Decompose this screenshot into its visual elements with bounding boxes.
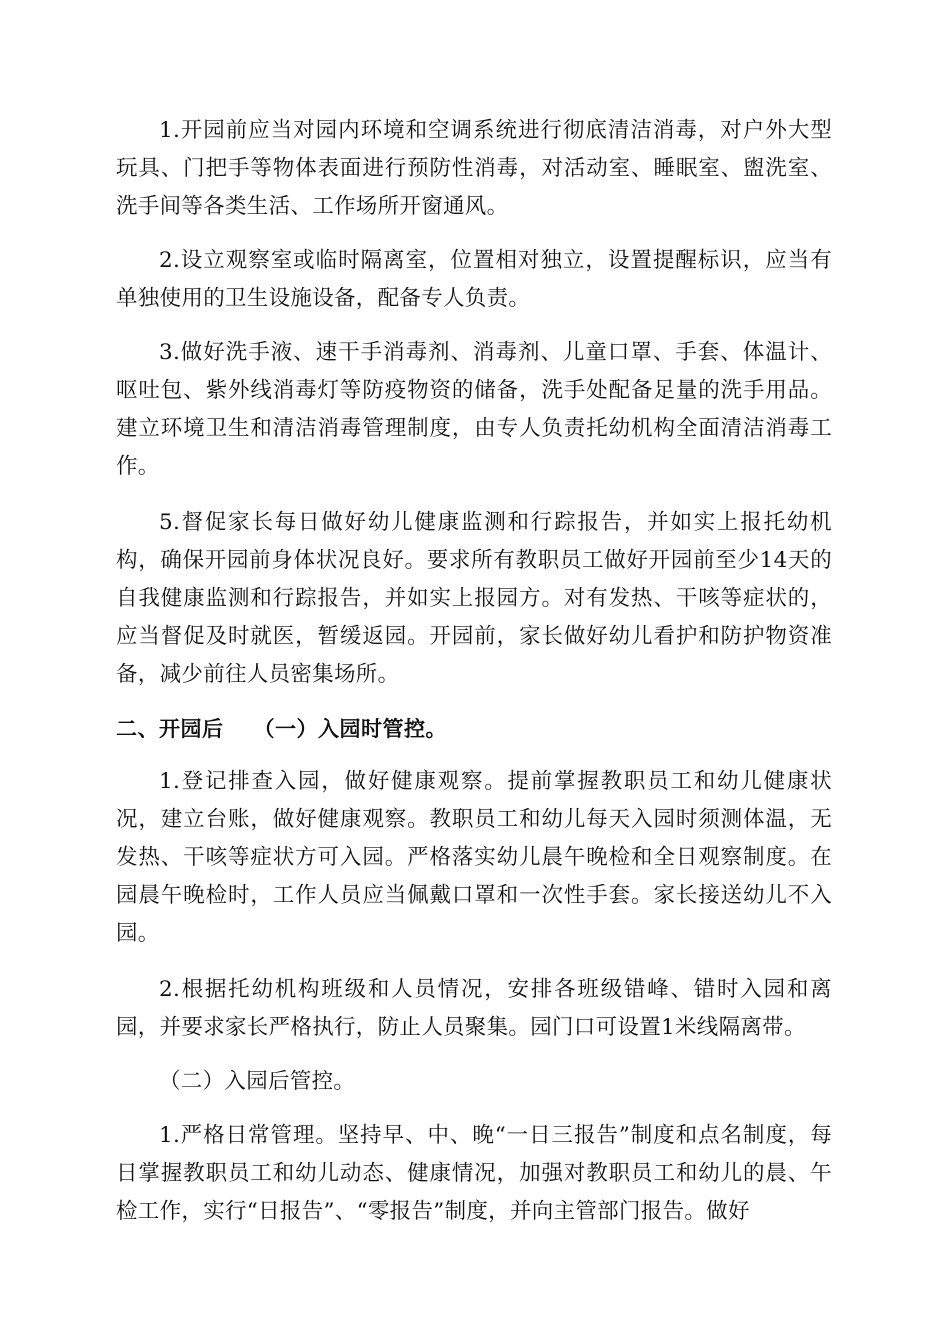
paragraph-supplies: 3.做好洗手液、速干手消毒剂、消毒剂、儿童口罩、手套、体温计、呕吐包、紫外线消毒灯等防疫物资的储备，洗手处配备足量的洗手用品。建立环境卫生和清洁消毒管理制度，由专人负责托幼机构全面清洁消毒工作。 [116, 340, 832, 479]
section-heading-after-opening [116, 710, 832, 748]
paragraph-disinfection: 1.开园前应当对园内环境和空调系统进行彻底清洁消毒，对户外大型玩具、门把手等物体表面进行预防性消毒，对活动室、睡眠室、盥洗室、洗手间等各类生活、工作场所开窗通风。 [116, 118, 832, 219]
paragraph-health-monitoring: 5.督促家长每日做好幼儿健康监测和行踪报告，并如实上报托幼机构，确保开园前身体状况良好。要求所有教职员工做好开园前至少14天的自我健康监测和行踪报告，并如实上报园方。对有发热、干咳等症状的，应当督促及时就医，暂缓返园。开园前，家长做好幼儿看护和防护物资准备，减少前往人员密集场所。 [116, 510, 832, 687]
section-title: 二、开园后 [116, 717, 224, 741]
paragraph-daily-management: 1.严格日常管理。坚持早、中、晚“一日三报告”制度和点名制度，每日掌握教职员工和幼儿动态、健康情况，加强对教职员工和幼儿的晨、午检工作，实行“日报告”、“零报告”制度，并向主管部门报告。做好 [116, 1123, 832, 1224]
paragraph-staggered-entry: 2.根据托幼机构班级和人员情况，安排各班级错峰、错时入园和离园，并要求家长严格执行，防止人员聚集。园门口可设置1米线隔离带。 [116, 977, 832, 1040]
section-subtitle: （一）入园时管控。 [253, 717, 447, 741]
paragraph-isolation-room: 2.设立观察室或临时隔离室，位置相对独立，设置提醒标识，应当有单独使用的卫生设施设备，配备专人负责。 [116, 248, 832, 311]
subsection-heading-after-entry: （二）入园后管控。 [159, 1069, 356, 1094]
paragraph-entry-registration: 1.登记排查入园，做好健康观察。提前掌握教职员工和幼儿健康状况，建立台账，做好健康观察。教职员工和幼儿每天入园时须测体温，无发热、干咳等症状方可入园。严格落实幼儿晨午晚检和全日观察制度。在园晨午晚检时，工作人员应当佩戴口罩和一次性手套。家长接送幼儿不入园。 [116, 769, 832, 946]
